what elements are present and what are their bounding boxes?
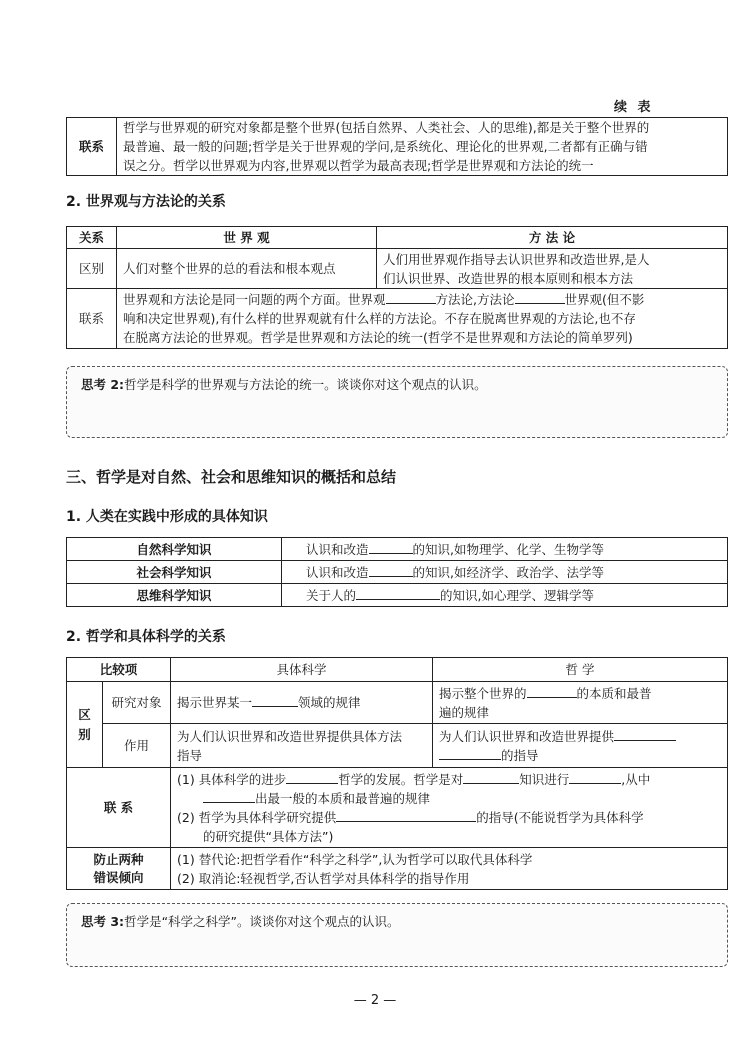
t4-err-label1: 防止两种 xyxy=(93,851,144,867)
t4-link-label: 联 系 xyxy=(67,768,171,848)
t4-r2-b1: 为人们认识世界和改造世界提供 xyxy=(439,728,615,744)
t2-col1: 世 界 观 xyxy=(117,227,377,249)
section-3-title: 三、哲学是对自然、社会和思维知识的概括和总结 xyxy=(66,468,397,486)
t4-h2: 哲 学 xyxy=(433,658,728,682)
continued-label: 续 表 xyxy=(614,100,654,115)
blank[interactable] xyxy=(369,541,413,554)
heading-3-2: 2. 哲学和具体科学的关系 xyxy=(66,629,226,645)
t4-r1-b1: 揭示整个世界的 xyxy=(439,685,527,701)
t4-r2-b2: 的指导 xyxy=(501,747,539,763)
t2-row1-b1: 人们用世界观作指导去认识世界和改造世界,是人 xyxy=(383,251,650,267)
t3-row0-b: 的知识,如物理学、化学、生物学等 xyxy=(412,541,604,557)
t2-row1-b2: 们认识世界、改造世界的根本原则和根本方法 xyxy=(383,270,634,286)
t3-row2-b: 的知识,如心理学、逻辑学等 xyxy=(440,587,594,603)
blank[interactable] xyxy=(386,291,436,304)
t3-row2-a: 关于人的 xyxy=(306,587,357,603)
t2-row2-label: 联系 xyxy=(67,289,117,349)
t3-row1-label: 社会科学知识 xyxy=(67,561,282,584)
think3-label: 思考 3: xyxy=(81,914,125,929)
t4-l1c: 知识进行 xyxy=(519,771,570,787)
blank[interactable] xyxy=(252,694,298,707)
t4-r2-label: 作用 xyxy=(103,724,171,768)
blank[interactable] xyxy=(463,771,519,784)
t4-r2-a1: 为人们认识世界和改造世界提供具体方法 xyxy=(177,728,403,744)
t2-row2-l3: 在脱离方法论的世界观。哲学是世界观和方法论的统一(哲学不是世界观和方法论的简单罗列) xyxy=(123,330,633,345)
t4-r1-a2: 领域的规律 xyxy=(298,695,361,710)
t3-row2-label: 思维科学知识 xyxy=(67,584,282,607)
t4-l3a: (2) 哲学为具体科学研究提供 xyxy=(177,809,337,825)
blank[interactable] xyxy=(439,747,501,760)
blank[interactable] xyxy=(203,790,255,803)
t1-line3: 误之分。哲学以世界观为内容,世界观以哲学为最高表现;哲学是世界观和方法论的统一 xyxy=(123,158,594,173)
t1-line1: 哲学与世界观的研究对象都是整个世界(包括自然界、人类社会、人的思维),都是关于整个世界的 xyxy=(123,120,650,135)
t2-row2-l1c: 世界观(但不影 xyxy=(564,292,645,307)
t2-row2-l1a: 世界观和方法论是同一问题的两个方面。世界观 xyxy=(123,292,386,307)
t3-row1-a: 认识和改造 xyxy=(306,564,369,580)
t4-diff: 区别 xyxy=(67,682,103,768)
t4-l4: 的研究提供“具体方法”) xyxy=(203,828,334,844)
t4-h0: 比较项 xyxy=(67,658,171,682)
t4-l2: 出最一般的本质和最普遍的规律 xyxy=(255,790,431,806)
t4-r1-b2: 的本质和最普 xyxy=(576,685,652,701)
t1-label: 联系 xyxy=(67,118,117,176)
t3-row0-label: 自然科学知识 xyxy=(67,538,282,561)
worldview-link-table xyxy=(66,117,728,176)
blank[interactable] xyxy=(515,291,565,304)
t3-row0-a: 认识和改造 xyxy=(306,541,369,557)
blank[interactable] xyxy=(527,685,577,698)
blank[interactable] xyxy=(336,809,476,822)
t4-l1d: ,从中 xyxy=(621,771,651,787)
t4-h1: 具体科学 xyxy=(171,658,433,682)
t4-r2-a2: 指导 xyxy=(177,747,203,763)
heading-3-1: 1. 人类在实践中形成的具体知识 xyxy=(66,509,268,525)
t2-col0: 关系 xyxy=(67,227,117,249)
philosophy-science-table xyxy=(66,657,728,890)
blank[interactable] xyxy=(356,587,440,600)
blank[interactable] xyxy=(569,771,621,784)
think2-label: 思考 2: xyxy=(81,377,125,392)
blank[interactable] xyxy=(286,771,338,784)
t1-line2: 最普遍、最一般的问题;哲学是关于世界观的学问,是系统化、理论化的世界观,二者都有正确与错 xyxy=(123,139,648,154)
t2-col2: 方 法 论 xyxy=(377,227,728,249)
t4-l3b: 的指导(不能说哲学为具体科学 xyxy=(476,809,644,825)
t2-row1-a: 人们对整个世界的总的看法和根本观点 xyxy=(117,249,377,289)
think2-text: 哲学是科学的世界观与方法论的统一。谈谈你对这个观点的认识。 xyxy=(124,377,487,392)
knowledge-table xyxy=(66,537,728,607)
heading-2-1: 2. 世界观与方法论的关系 xyxy=(66,194,226,210)
think3-text: 哲学是“科学之科学”。谈谈你对这个观点的认识。 xyxy=(124,914,400,929)
t2-row1-label: 区别 xyxy=(67,249,117,289)
t4-r1-label: 研究对象 xyxy=(103,682,171,724)
t3-row1-b: 的知识,如经济学、政治学、法学等 xyxy=(412,564,604,580)
t2-row2-l2: 响和决定世界观),有什么样的世界观就有什么样的方法论。不存在脱离世界观的方法论,也不存 xyxy=(123,311,636,326)
worldview-methodology-table xyxy=(66,226,728,349)
blank[interactable] xyxy=(614,728,676,741)
t2-row2-l1b: 方法论,方法论 xyxy=(435,292,515,307)
blank[interactable] xyxy=(369,564,413,577)
t4-l1a: (1) 具体科学的进步 xyxy=(177,771,287,787)
t4-r1-a1: 揭示世界某一 xyxy=(177,695,253,710)
think-box-2 xyxy=(66,366,728,438)
t4-e2: (2) 取消论:轻视哲学,否认哲学对具体科学的指导作用 xyxy=(177,870,470,886)
t4-r1-b3: 遍的规律 xyxy=(439,704,490,720)
t4-e1: (1) 替代论:把哲学看作“科学之科学”,认为哲学可以取代具体科学 xyxy=(177,851,533,867)
t4-l1b: 哲学的发展。哲学是对 xyxy=(338,771,464,787)
t4-err-label2: 错误倾向 xyxy=(93,869,144,885)
page-number: — 2 — xyxy=(353,993,397,1008)
think-box-3 xyxy=(66,903,728,967)
